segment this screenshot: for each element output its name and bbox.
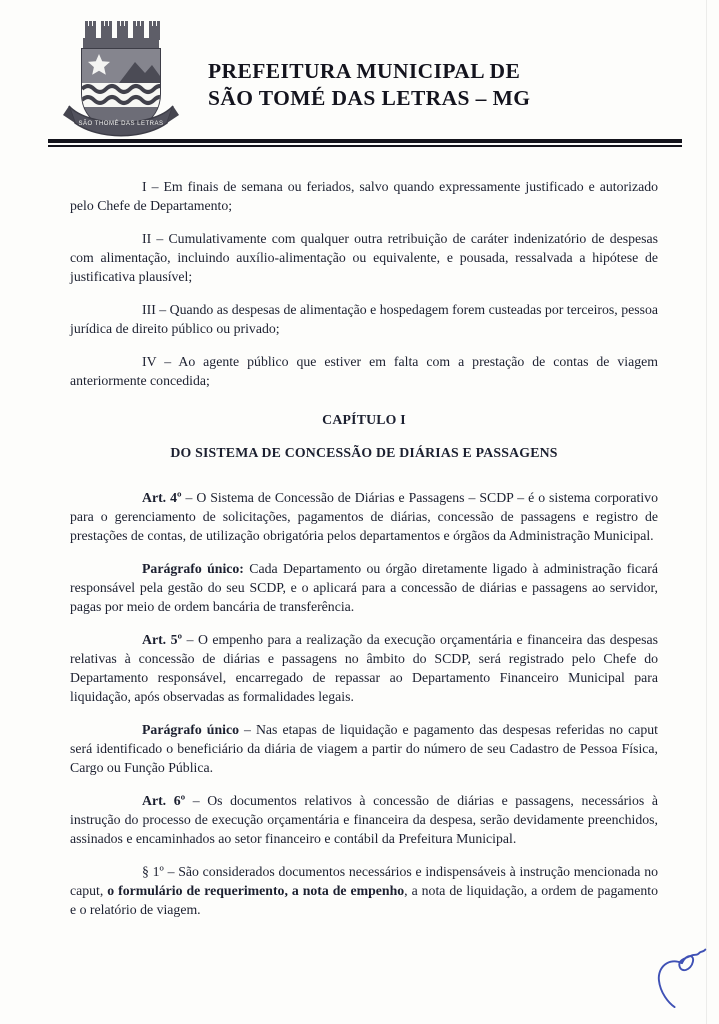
chapter-number-heading: CAPÍTULO I [322, 412, 406, 427]
divider-thick-line [48, 139, 682, 143]
article-4: Art. 4º – O Sistema de Concessão de Diárias e Passagens – SCDP – é o sistema corporativo para o gerenciamento de solicitações, pagamentos de diárias, concessão de passagens e registro de prestações de contas, de utilização obrigatória pelos departamentos e órgãos da Administração Municipal. [70, 490, 658, 543]
document-body [70, 177, 658, 933]
article-5: Art. 5º – O empenho para a realização da execução orçamentária e financeira das despesas relativas à concessão de diárias e passagens no âmbito do SCDP, será registrado pelo Chefe do Departamento responsável, encarregado de repassar ao Departamento Financeiro Municipal para liquidação, após observadas as formalidades legais. [70, 632, 658, 704]
crest-banner-text: SÃO THOMÉ DAS LETRAS [78, 121, 164, 127]
letterhead-titles [208, 14, 530, 112]
item-I: I – Em finais de semana ou feriados, salvo quando expressamente justificado e autorizado pelo Chefe de Departamento; [70, 179, 658, 213]
article-5-sole-paragraph: Parágrafo único – Nas etapas de liquidação e pagamento das despesas referidas no caput será identificado o beneficiário da diária de viagem a partir do número de seu Cadastro de Pessoa Física, Cargo ou Função Pública. [70, 722, 658, 775]
item-III: III – Quando as despesas de alimentação e hospedagem forem custeadas por terceiros, pessoa jurídica de direito público ou privado; [70, 302, 658, 336]
article-4-sole-paragraph: Parágrafo único: Cada Departamento ou órgão diretamente ligado à administração ficará responsável pela gestão do seu SCDP, e o aplicará para a concessão de diárias e passagens ao servidor, pagas por meio de ordem bancária de transferência. [70, 561, 658, 614]
letterhead [56, 14, 530, 144]
org-name-line2: SÃO TOMÉ DAS LETRAS – MG [208, 86, 531, 110]
divider-thin-line [48, 145, 682, 147]
article-6: Art. 6º – Os documentos relativos à concessão de diárias e passagens, necessários à instrução do processo de execução orçamentária e financeira da despesa, serão devidamente preenchidos, assinados e encaminhados ao setor financeiro e contábil da Prefeitura Municipal. [70, 793, 658, 846]
scan-artifact-line [706, 0, 707, 1024]
handwritten-initials-signature [644, 943, 715, 1015]
article-6-paragraph-1: § 1º – São considerados documentos necessários e indispensáveis à instrução mencionada no caput, o formulário de requerimento, a nota de empenho, a nota de liquidação, a ordem de pagamento e o relatório de viagem. [70, 864, 659, 917]
letterhead-divider [48, 139, 682, 147]
org-name-line1: PREFEITURA MUNICIPAL DE [208, 59, 521, 83]
municipal-coat-of-arms-icon [56, 14, 186, 144]
item-II: II – Cumulativamente com qualquer outra retribuição de caráter indenizatório de despesas com alimentação, incluindo auxílio-alimentação ou equivalente, e pousada, ressalvada a hipótese de justificativa plausível; [70, 231, 658, 284]
chapter-title-heading: DO SISTEMA DE CONCESSÃO DE DIÁRIAS E PASSAGENS [170, 445, 558, 460]
item-IV: IV – Ao agente público que estiver em falta com a prestação de contas de viagem anteriormente concedida; [70, 354, 658, 388]
